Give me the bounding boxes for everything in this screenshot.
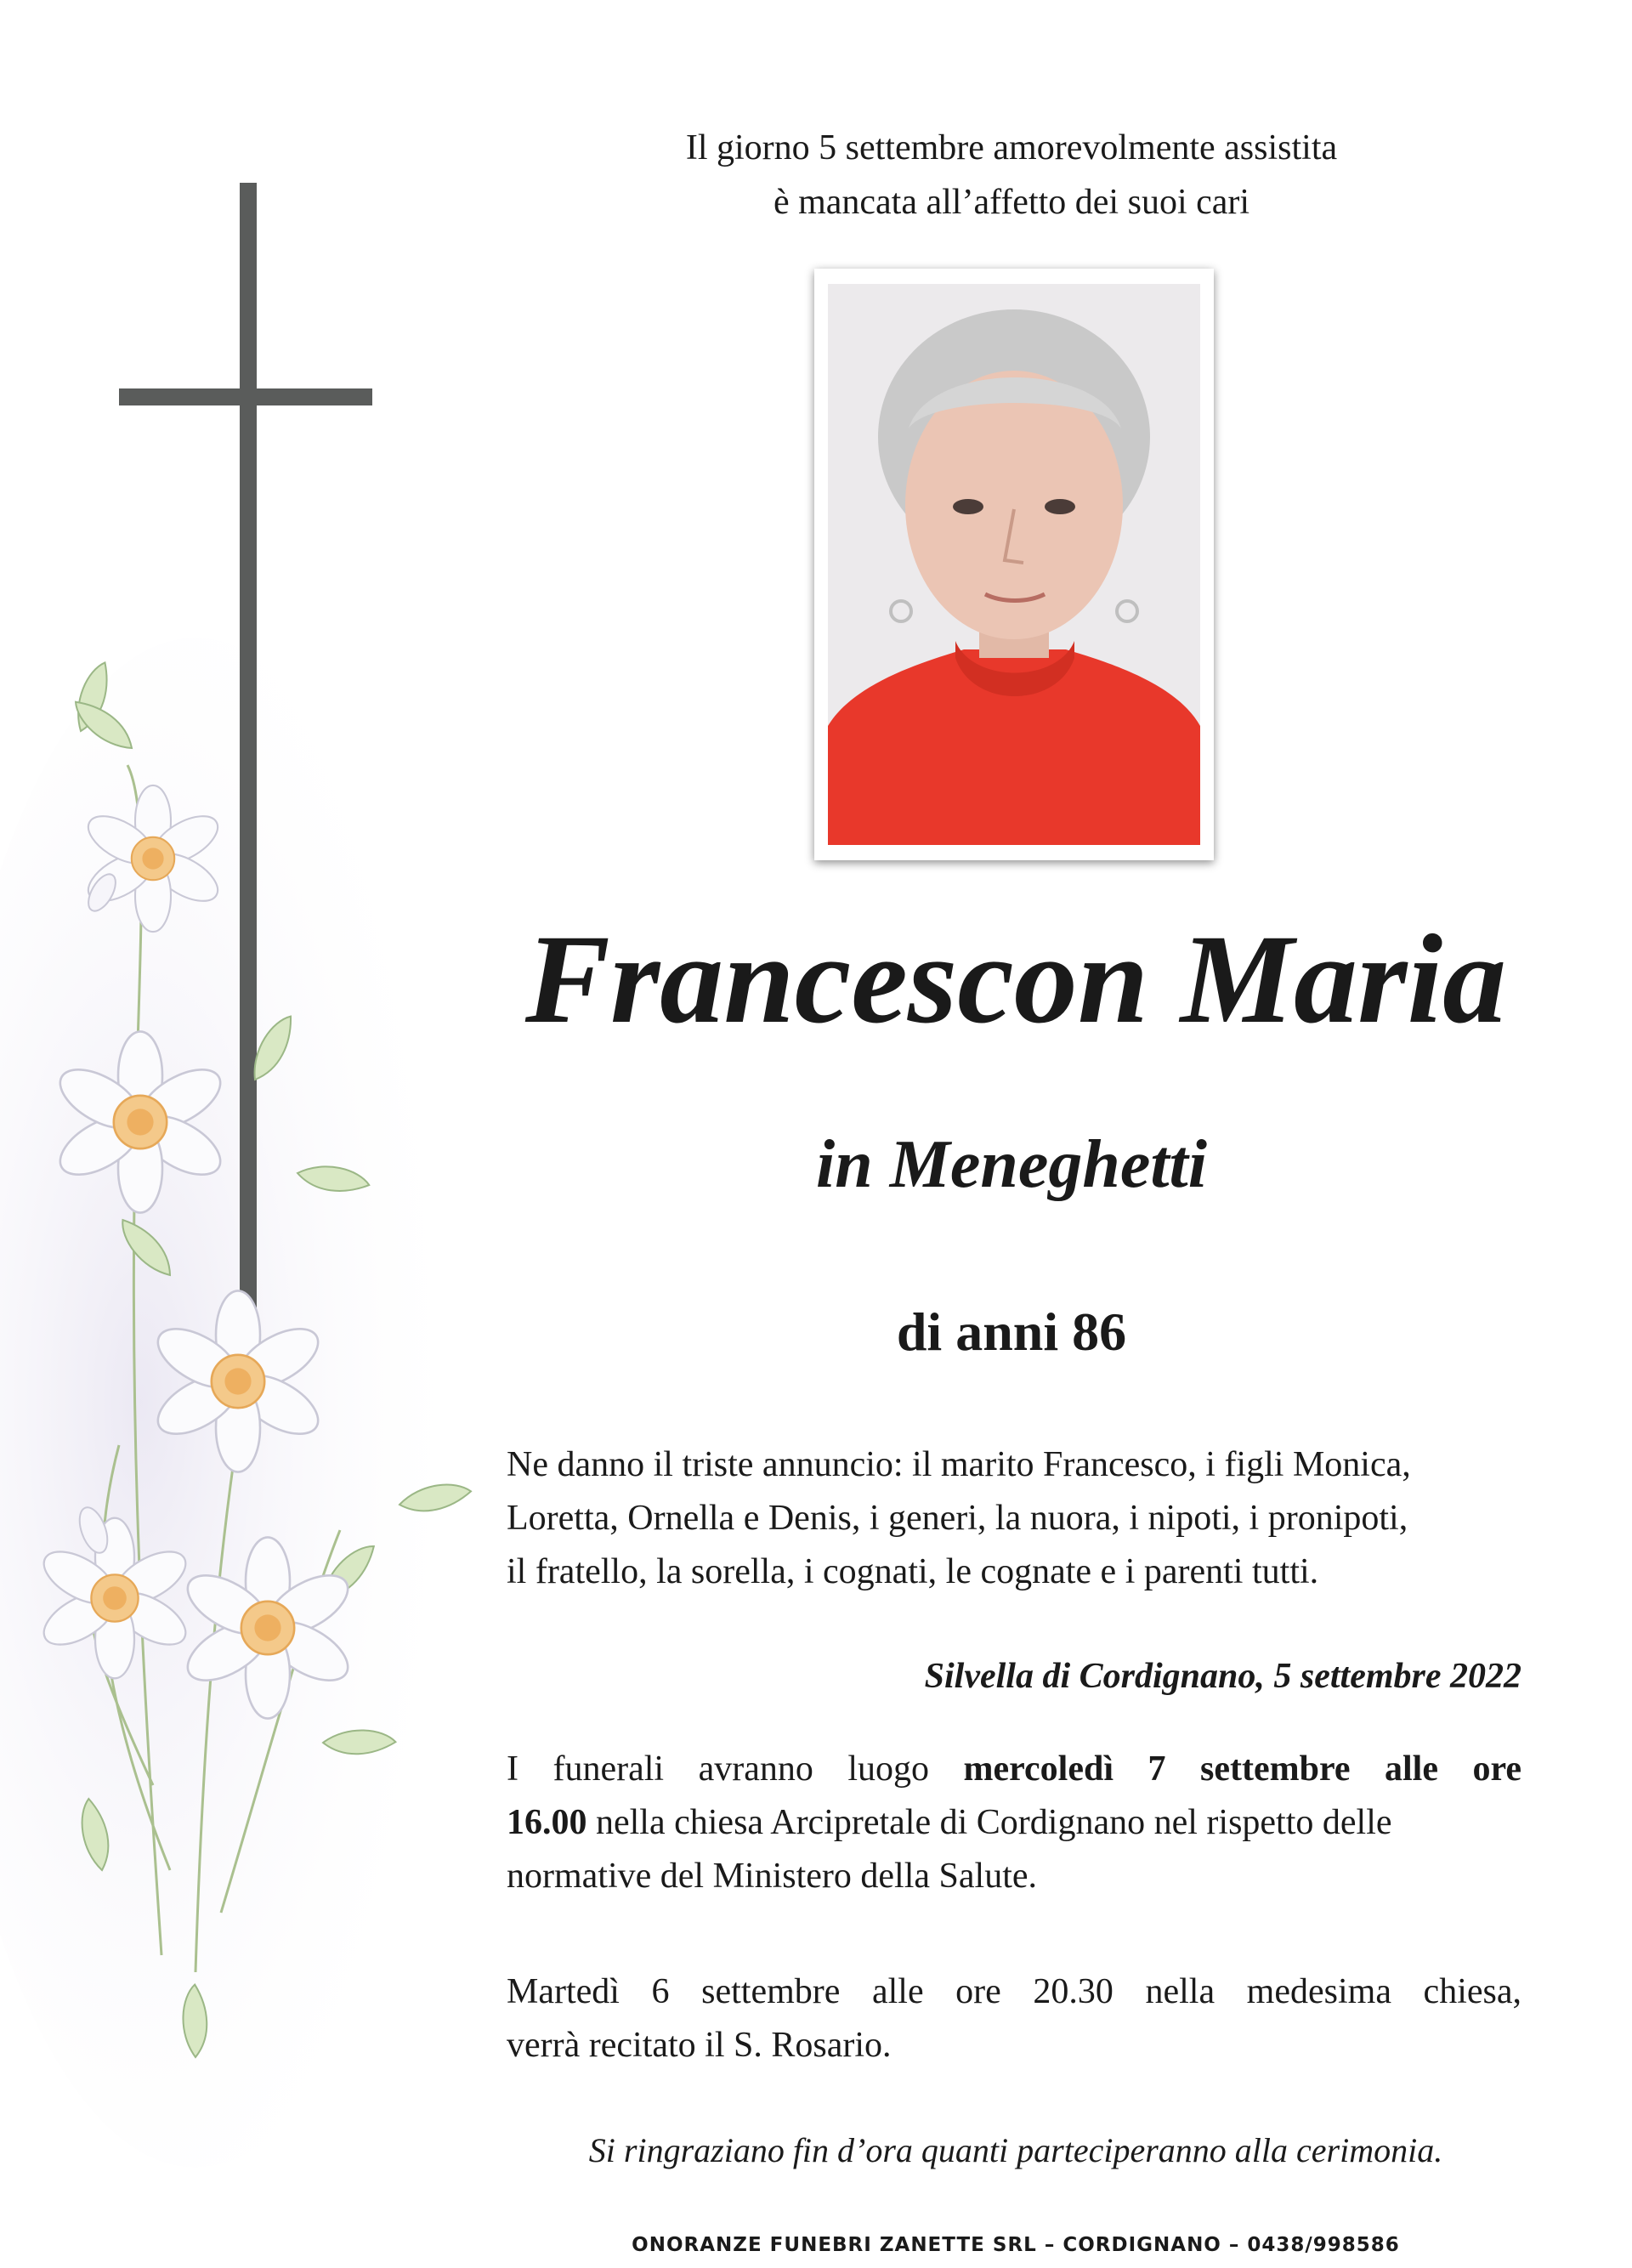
rosary-line-2: verrà recitato il S. Rosario. (507, 2026, 892, 2065)
rosary-paragraph (507, 1965, 1522, 2072)
portrait-image (828, 284, 1200, 845)
funeral-line-3: normative del Ministero della Salute. (507, 1857, 1038, 1896)
funeral-paragraph (507, 1743, 1522, 1903)
rosary-line-1: Martedì 6 settembre alle ore 20.30 nella medesima chiesa, (507, 1972, 1522, 2011)
announcement-line-1: Ne danno il triste annuncio: il marito Francesco, i figli Monica, (507, 1445, 1411, 1484)
announcement-line-2: Loretta, Ornella e Denis, i generi, la nuora, i nipoti, i pronipoti, (507, 1499, 1408, 1538)
portrait-photo (814, 269, 1214, 860)
intro-line-1: Il giorno 5 settembre amorevolmente assistita (685, 128, 1338, 167)
intro-text (595, 121, 1428, 230)
funeral-line-1 (507, 1743, 1522, 1796)
funeral-hour: 16.00 (507, 1803, 587, 1842)
funeral-home-footer: ONORANZE FUNEBRI ZANETTE SRL – CORDIGNANO – 0438/998586 (632, 2234, 1400, 2256)
announcement-paragraph (507, 1438, 1544, 1599)
funeral-line-2 (507, 1796, 1522, 1850)
intro-line-2: è mancata all’affetto dei suoi cari (773, 183, 1250, 222)
floral-cross-illustration (0, 0, 510, 2268)
place-date: Silvella di Cordignano, 5 settembre 2022 (924, 1657, 1522, 1696)
age: di anni 86 (896, 1301, 1127, 1362)
announcement-line-3: il fratello, la sorella, i cognati, le cognate e i parenti tutti. (507, 1552, 1319, 1591)
funeral-date-time: mercoledì 7 settembre alle ore (963, 1749, 1522, 1789)
funeral-location: nella chiesa Arcipretale di Cordignano nel rispetto delle (586, 1803, 1392, 1842)
married-name: in Meneghetti (815, 1127, 1208, 1202)
funeral-intro: I funerali avranno luogo (507, 1749, 930, 1789)
deceased-name: Francescon Maria (524, 909, 1507, 1050)
thanks-text: Si ringraziano fin d’ora quanti parteciperanno alla cerimonia. (588, 2131, 1443, 2169)
